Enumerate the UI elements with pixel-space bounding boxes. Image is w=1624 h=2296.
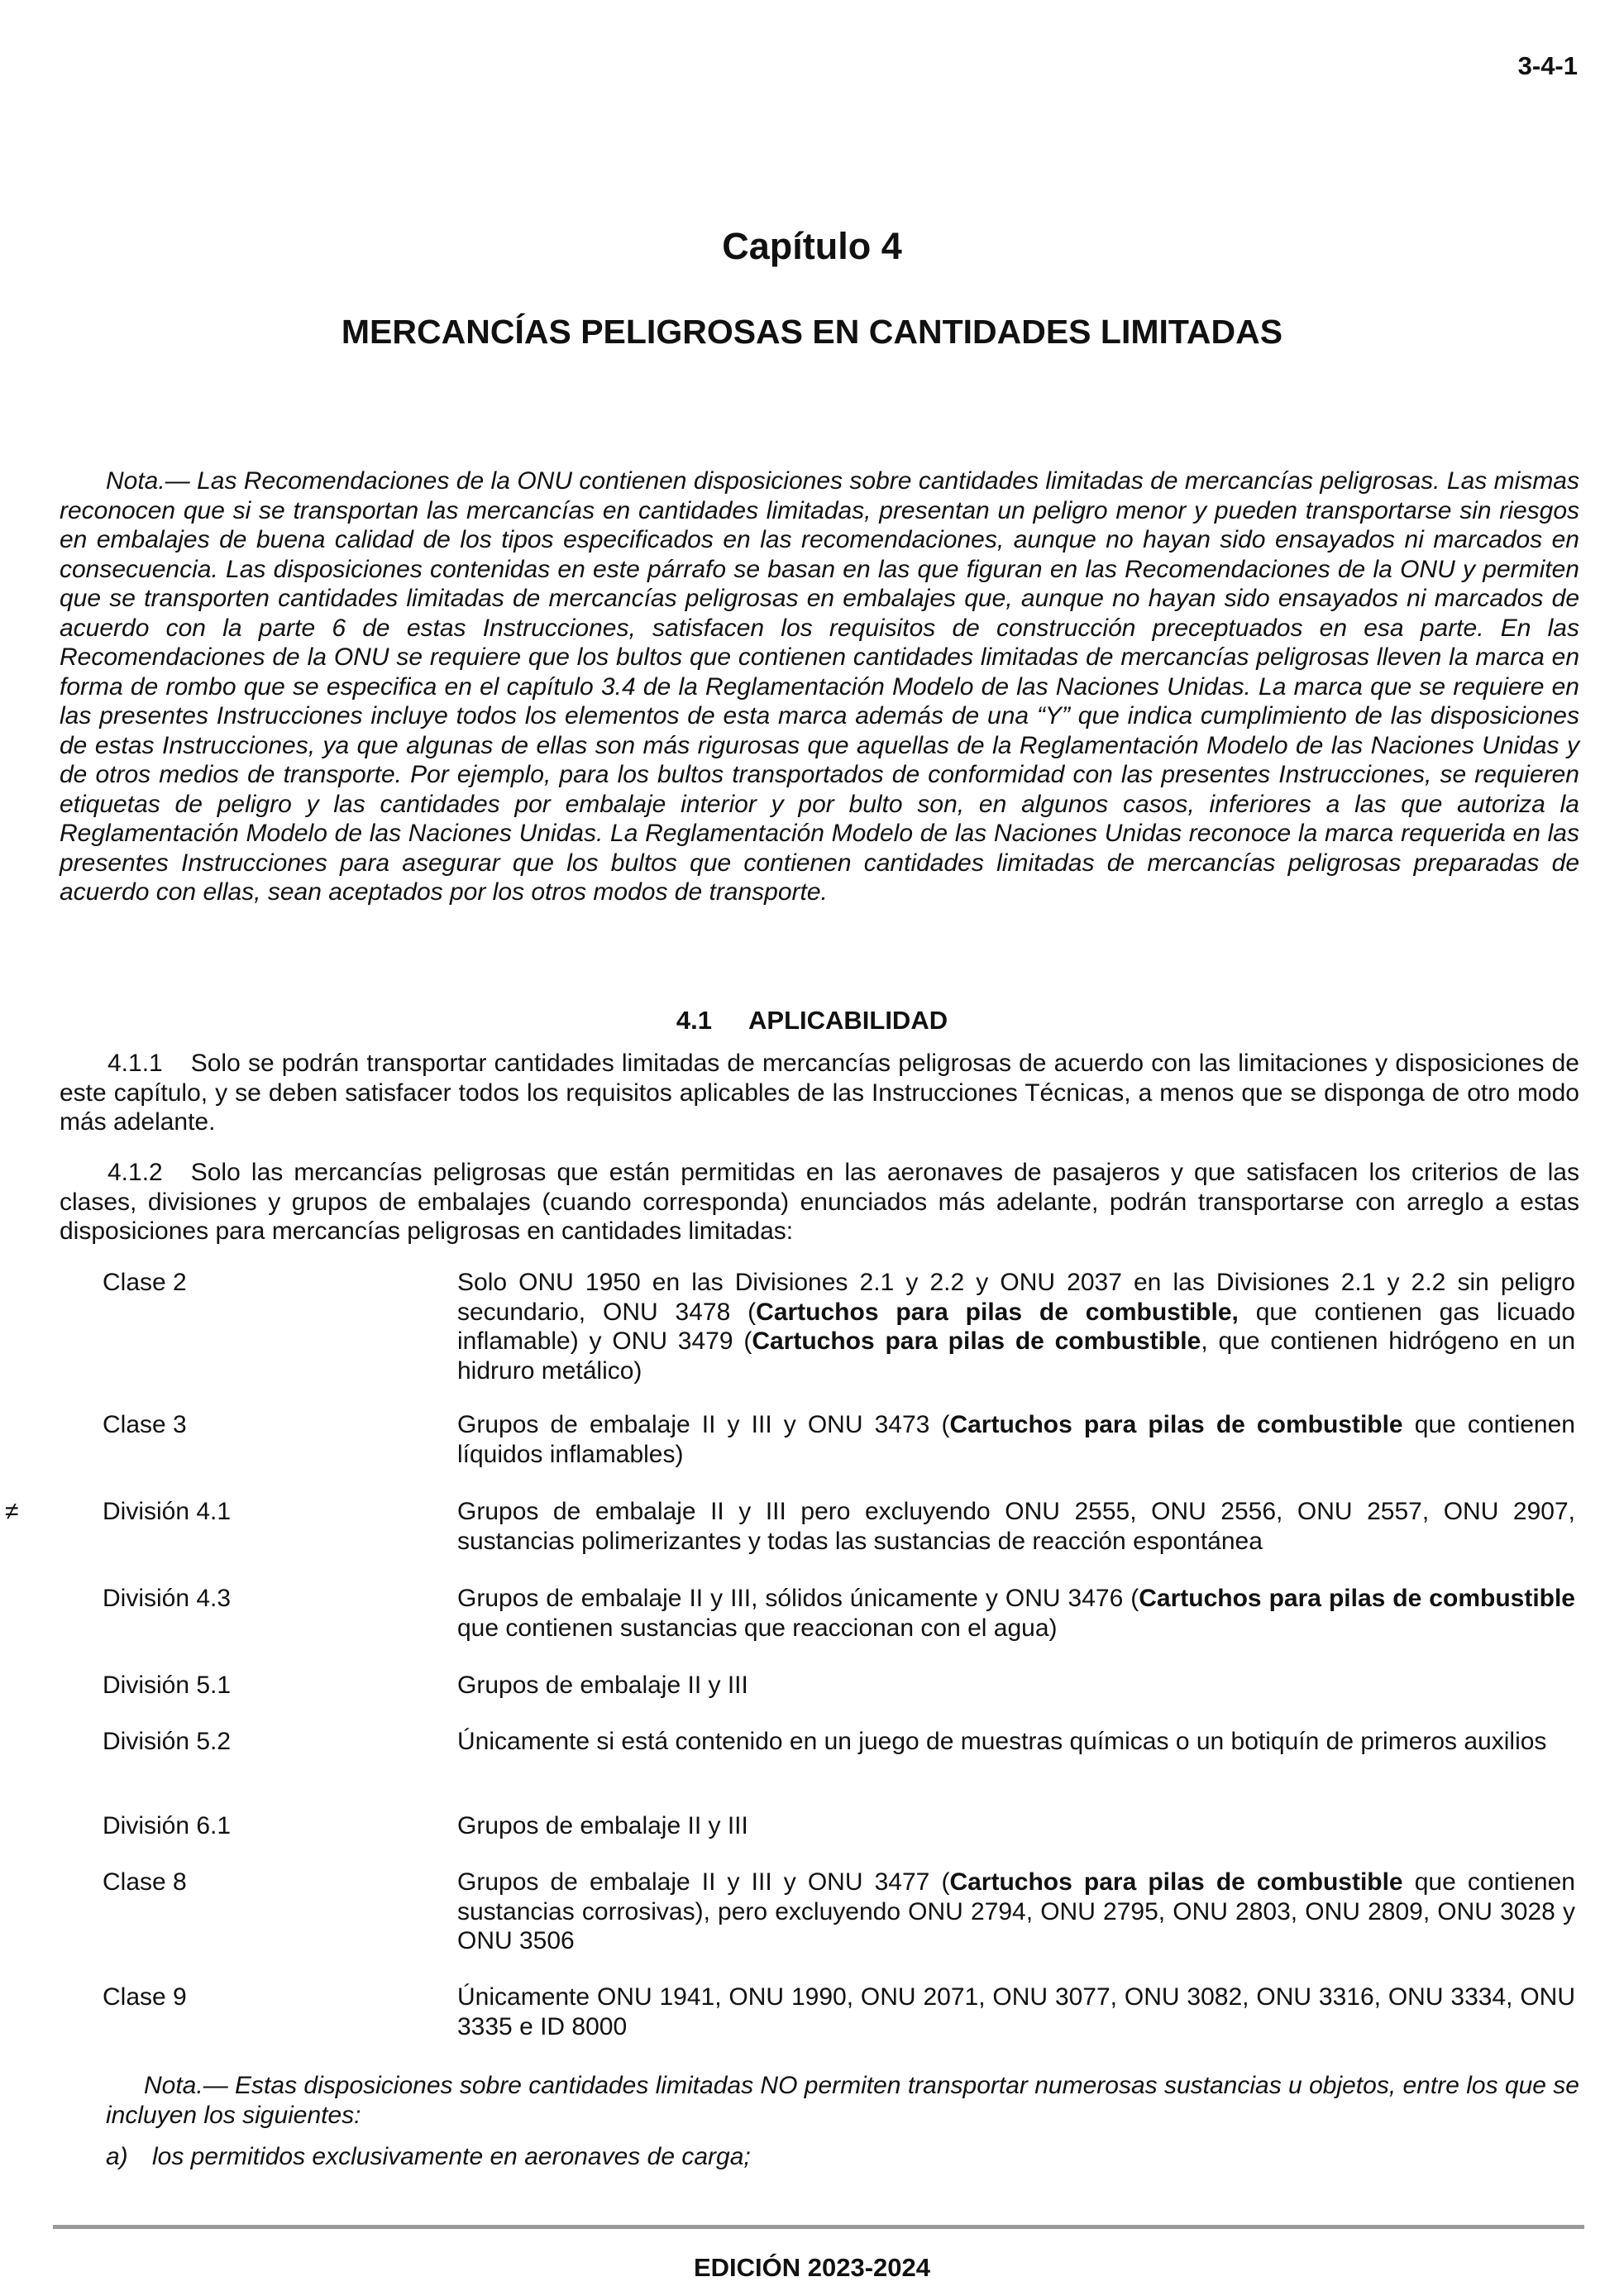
class-label: División 6.1 — [103, 1812, 232, 1839]
class-description: Grupos de embalaje II y III y ONU 3473 (Cartuchos para pilas de combustible que contienen líquidos inflamables) — [457, 1411, 1575, 1468]
class-description: Únicamente si está contenido en un juego de muestras químicas o un botiquín de primeros auxilios — [457, 1728, 1547, 1755]
class-label: División 5.1 — [103, 1672, 232, 1699]
closing-note: Nota.— Estas disposiciones sobre cantidades limitadas NO permiten transportar numerosas sustancias u objetos, entre los que se incluyen los siguientes: — [106, 2072, 1579, 2129]
chapter-label: Capítulo 4 — [722, 225, 902, 267]
list-letter: a) — [106, 2143, 128, 2170]
class-label: Clase 2 — [103, 1269, 187, 1296]
paragraph-text: Solo se podrán transportar cantidades limitadas de mercancías peligrosas de acuerdo con las limitaciones y disposiciones de este capítulo, y se deben satisfacer todos los requisitos aplicables de las Instrucciones Técnicas, a menos que se disponga de otro modo más adelante. — [60, 1050, 1579, 1136]
class-label: División 4.1 — [103, 1498, 232, 1525]
class-description: Grupos de embalaje II y III y ONU 3477 (Cartuchos para pilas de combustible que contienen sustancias corrosivas), pero excluyendo ONU 2794, ONU 2795, ONU 2803, ONU 2809, ONU 3028 y ONU 3506 — [457, 1868, 1575, 1954]
chapter-title: MERCANCÍAS PELIGROSAS EN CANTIDADES LIMITADAS — [341, 313, 1283, 351]
page-number: 3-4-1 — [1517, 51, 1578, 80]
section-title: APLICABILIDAD — [748, 1006, 948, 1035]
paragraph-number: 4.1.1 — [107, 1050, 163, 1077]
class-description: Grupos de embalaje II y III pero excluyendo ONU 2555, ONU 2556, ONU 2557, ONU 2907, sustancias polimerizantes y todas las sustancias de reacción espontánea — [457, 1498, 1575, 1555]
class-description: Solo ONU 1950 en las Divisiones 2.1 y 2.2 y ONU 2037 en las Divisiones 2.1 y 2.2 sin peligro secundario, ONU 3478 (Cartuchos para pilas de combustible, que contienen gas licuado inflamable) y ONU 3479 (Cartuchos para pilas de combustible, que contienen hidrógeno en un hidruro metálico) — [457, 1269, 1576, 1385]
class-label: División 4.3 — [103, 1585, 232, 1612]
list-text: los permitidos exclusivamente en aeronaves de carga; — [152, 2143, 751, 2170]
paragraph-4-1-1 — [60, 1049, 1579, 1137]
class-description: Grupos de embalaje II y III — [457, 1672, 748, 1699]
class-description: Únicamente ONU 1941, ONU 1990, ONU 2071, ONU 3077, ONU 3082, ONU 3316, ONU 3334, ONU 3335 e ID 8000 — [457, 1983, 1575, 2040]
class-label: División 5.2 — [103, 1728, 232, 1755]
edition-footer: EDICIÓN 2023-2024 — [693, 2253, 931, 2282]
section-number: 4.1 — [676, 1006, 712, 1035]
footer-rule — [53, 2225, 1584, 2229]
class-description: Grupos de embalaje II y III — [457, 1812, 748, 1839]
intro-note: Nota.— Las Recomendaciones de la ONU contienen disposiciones sobre cantidades limitadas de mercancías peligrosas. Las mismas reconocen que si se transportan las mercancías en cantidades limitadas, presentan un peligro menor y pueden transportarse sin riesgos en embalajes de buena calidad de los tipos especificados en las recomendaciones, aunque no hayan sido ensayados ni marcados en consecuencia. Las disposiciones contenidas en este párrafo se basan en las que figuran en las Recomendaciones de la ONU y permiten que se transporten cantidades limitadas de mercancías peligrosas en embalajes que, aunque no hayan sido ensayados ni marcados de acuerdo con la parte 6 de estas Instrucciones, satisfacen los requisitos de construcción preceptuados en esa parte. En las Recomendaciones de la ONU se requiere que los bultos que contienen cantidades limitadas de mercancías peligrosas lleven la marca en forma de rombo que se especifica en el capítulo 3.4 de la Reglamentación Modelo de las Naciones Unidas. La marca que se requiere en las presentes Instrucciones incluye todos los elementos de esta marca además de una “Y” que indica cumplimiento de las disposiciones de estas Instrucciones, ya que algunas de ellas son más rigurosas que aquellas de la Reglamentación Modelo de las Naciones Unidas y de otros medios de transporte. Por ejemplo, para los bultos transportados de conformidad con las presentes Instrucciones, se requieren etiquetas de peligro y las cantidades por embalaje interior y por bulto son, en algunos casos, inferiores a las que autoriza la Reglamentación Modelo de las Naciones Unidas. La Reglamentación Modelo de las Naciones Unidas reconoce la marca requerida en las presentes Instrucciones para asegurar que los bultos que contienen cantidades limitadas de mercancías peligrosas preparadas de acuerdo con ellas, sean aceptados por los otros modos de transporte. — [60, 467, 1579, 906]
section-heading — [0, 1006, 1624, 1036]
class-label: Clase 9 — [103, 1983, 187, 2011]
class-label: Clase 8 — [103, 1868, 187, 1896]
class-description: Grupos de embalaje II y III, sólidos únicamente y ONU 3476 (Cartuchos para pilas de combustible que contienen sustancias que reaccionan con el agua) — [457, 1585, 1575, 1642]
list-item — [106, 2142, 1579, 2172]
paragraph-4-1-2 — [60, 1158, 1579, 1246]
class-label: Clase 3 — [103, 1411, 187, 1438]
paragraph-number: 4.1.2 — [107, 1159, 163, 1186]
amendment-mark: ≠ — [5, 1498, 19, 1525]
paragraph-text: Solo las mercancías peligrosas que están permitidas en las aeronaves de pasajeros y que satisfacen los criterios de las clases, divisiones y grupos de embalajes (cuando corresponda) enunciados más adelante, podrán transportarse con arreglo a estas disposiciones para mercancías peligrosas en cantidades limitadas: — [60, 1159, 1579, 1245]
